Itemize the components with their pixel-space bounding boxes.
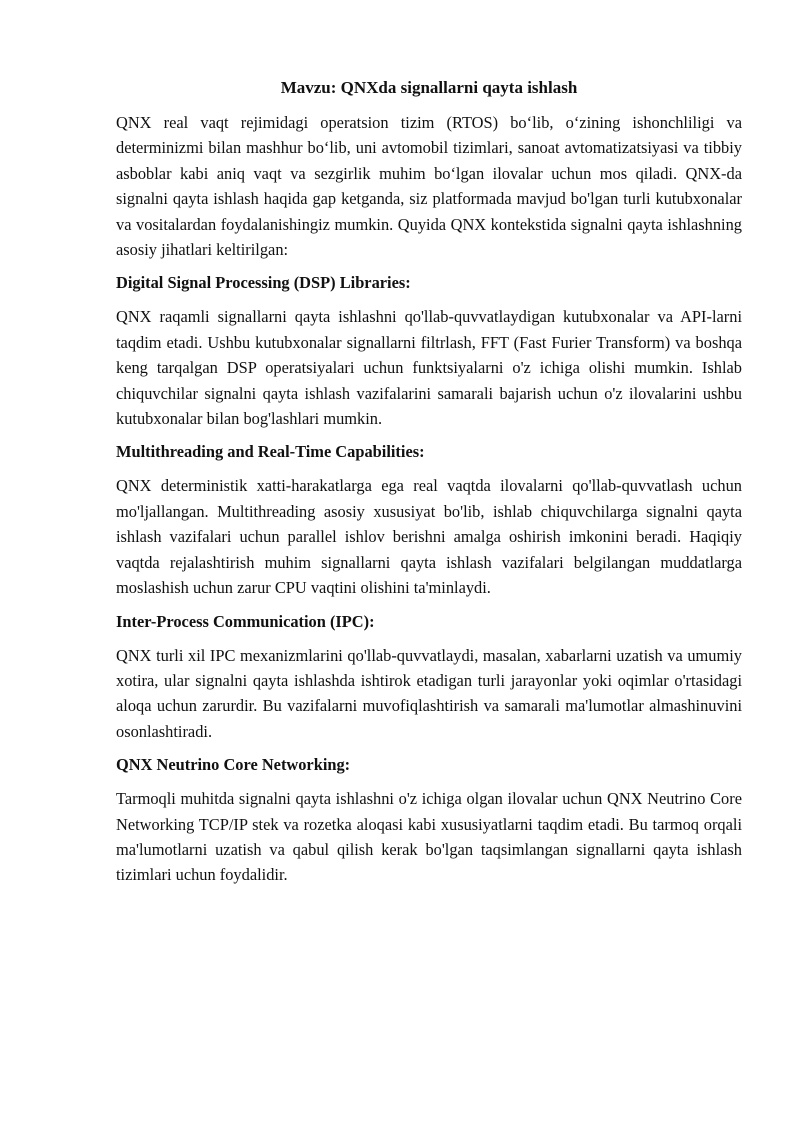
section-heading-ipc: Inter-Process Communication (IPC): [116, 611, 375, 631]
document-page [116, 76, 742, 896]
section-heading-multithreading: Multithreading and Real-Time Capabilities: [116, 442, 425, 462]
section-text-ipc: QNX turli xil IPC mexanizmlarini qo'llab-quvvatlaydi, masalan, xabarlarni uzatish va umumiy xotira, ular signalni qayta ishlashda ishtirok etadigan turli jarayonlar yoki oqimlar o'rtasidagi aloqa uchun zarurdir. Bu vazifalarni muvofiqlashtirish va samarali ma'lumotlar almashinuvini osonlashtiradi. [116, 645, 742, 741]
document-title: Mavzu: QNXda signallarni qayta ishlash [280, 78, 578, 97]
section-text-multithreading: QNX deterministik xatti-harakatlarga ega real vaqtda ilovalarni qo'llab-quvvatlash uchun mo'ljallangan. Multithreading asosiy xususiyat bo'lib, ishlab chiquvchilarga signalni qayta ishlash vazifalari uchun parallel ishlov berishni amalga oshirish imkonini beradi. Haqiqiy vaqtda rejalashtirish muhim signallarni qayta ishlash vazifalari belgilangan muddatlarga moslashish uchun zarur CPU vaqtini olishini ta'minlaydi. [116, 476, 742, 598]
section-heading-dsp: Digital Signal Processing (DSP) Libraries: [116, 273, 411, 293]
section-text-networking: Tarmoqli muhitda signalni qayta ishlashni o'z ichiga olgan ilovalar uchun QNX Neutrino Core Networking TCP/IP stek va rozetka aloqasi kabi xususiyatlarni taqdim etadi. Bu tarmoq orqali ma'lumotlarni uzatish va qabul qilish kerak bo'lgan taqsimlangan signallarni qayta ishlash tizimlari uchun foydalidir. [116, 789, 742, 885]
section-heading-networking: QNX Neutrino Core Networking: [116, 755, 351, 775]
intro-paragraph: QNX real vaqt rejimidagi operatsion tizim (RTOS) bo‘lib, o‘zining ishonchliligi va determinizmi bilan mashhur bo‘lib, uni avtomobil tizimlari, sanoat avtomatizatsiyasi va tibbiy asboblar kabi aniq vaqt va sezgirlik muhim bo‘lgan ilovalar uchun mos qiladi. QNX-da signalni qayta ishlash haqida gap ketganda, siz platformada mavjud bo'lgan turli kutubxonalar va vositalardan foydalanishingiz mumkin. Quyida QNX kontekstida signalni qayta ishlashning asosiy jihatlari keltirilgan: [116, 113, 742, 260]
section-text-dsp: QNX raqamli signallarni qayta ishlashni qo'llab-quvvatlaydigan kutubxonalar va API-larni taqdim etadi. Ushbu kutubxonalar signallarni filtrlash, FFT (Fast Furier Transform) va boshqa keng tarqalgan DSP operatsiyalari uchun funktsiyalarni o'z ichiga olishi mumkin. Ishlab chiquvchilar signalni qayta ishlash vazifalarini samarali bajarish uchun o'z ilovalarini ushbu kutubxonalar bilan bog'lashlari mumkin. [116, 307, 742, 429]
